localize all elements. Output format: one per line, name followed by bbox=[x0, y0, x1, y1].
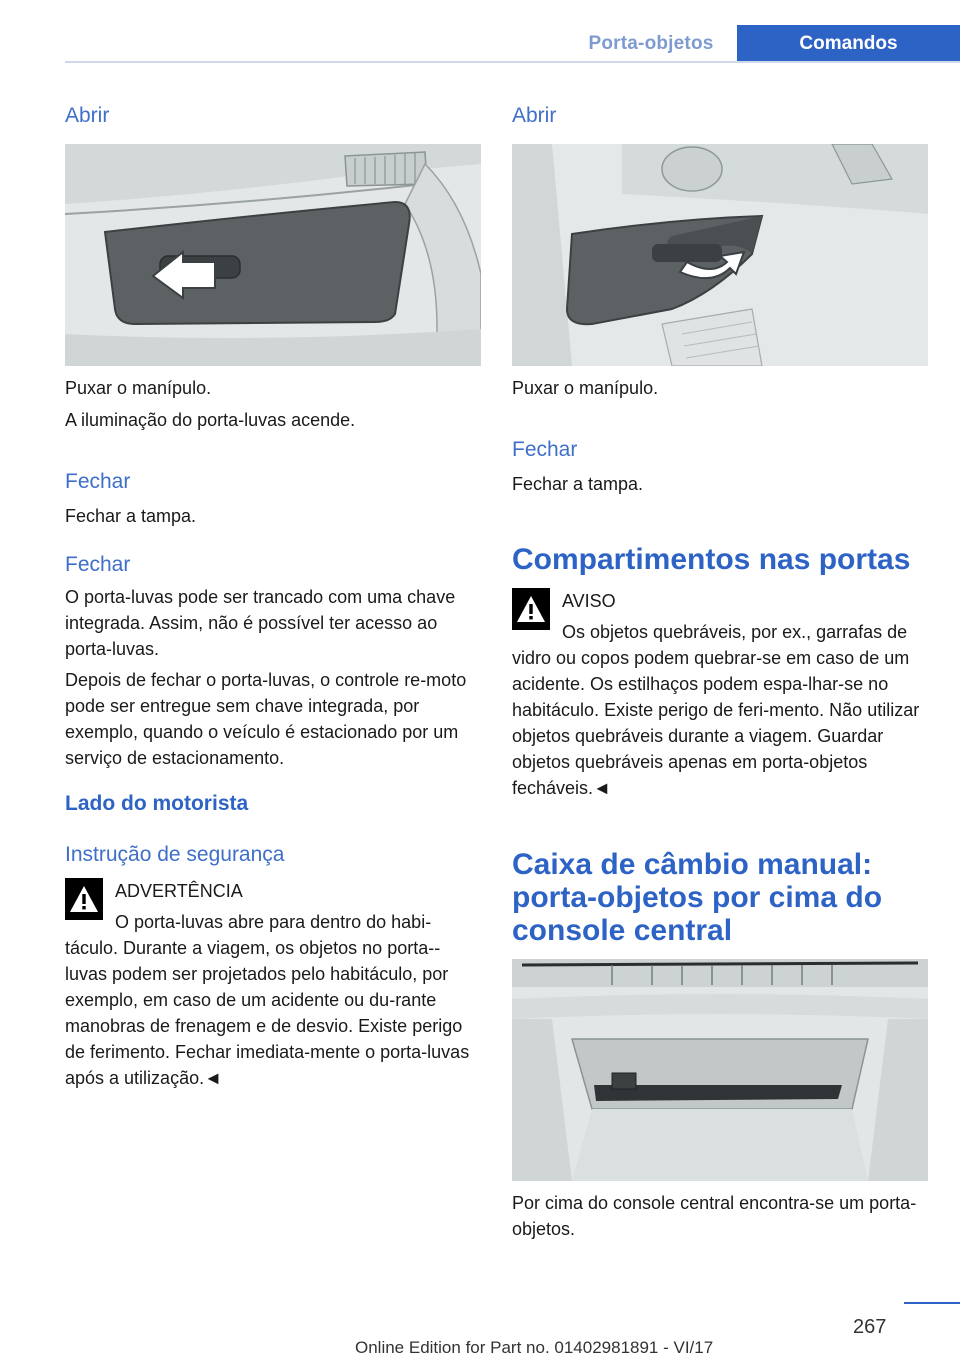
right-open-step-1: Puxar o manípulo. bbox=[512, 378, 659, 398]
left-open-step-2: A iluminação do porta-luvas acende. bbox=[65, 410, 356, 430]
heading-driver-side: Lado do motorista bbox=[65, 792, 249, 815]
left-open-step-1: Puxar o manípulo. bbox=[65, 378, 212, 398]
header-rule bbox=[65, 61, 960, 63]
heading-close-left: Fechar bbox=[65, 470, 131, 493]
heading-open-right: Abrir bbox=[512, 104, 557, 127]
lock-paragraph-1: O porta-luvas pode ser trancado com uma chave integrada. Assim, não é possível ter acesso ao porta-luvas. bbox=[65, 587, 456, 659]
heading-close-right: Fechar bbox=[512, 438, 578, 461]
right-close-text: Fechar a tampa. bbox=[512, 474, 644, 494]
page-number: 267 bbox=[853, 1316, 887, 1338]
heading-safety: Instrução de segurança bbox=[65, 843, 285, 866]
running-header-chapter: Comandos bbox=[737, 25, 960, 63]
heading-door-compartments: Compartimentos nas portas bbox=[512, 543, 911, 576]
notice-text: Os objetos quebráveis, por ex., garrafas de vidro ou copos podem quebrar-se em caso de um acidente. Os estilhaços podem espa-lhar-se no habitáculo. Existe perigo de feri-mento. Não utilizar objetos quebráveis durante a viagem. Guardar objetos quebráveis apenas em porta-objetos fecháveis.◄ bbox=[512, 622, 920, 798]
footer-rule bbox=[904, 1302, 960, 1304]
glovebox-illustration bbox=[65, 144, 481, 366]
heading-lock: Fechar bbox=[65, 553, 131, 576]
running-header-section: Porta-objetos bbox=[588, 33, 714, 54]
warning-label: ADVERTÊNCIA bbox=[115, 881, 243, 901]
edition-footer: Online Edition for Part no. 01402981891 - VI/17 bbox=[355, 1338, 714, 1357]
manual-gearbox-text: Por cima do console central encontra-se um porta-objetos. bbox=[512, 1193, 917, 1239]
heading-open-left: Abrir bbox=[65, 104, 110, 127]
warning-text: O porta-luvas abre para dentro do habi-táculo. Durante a viagem, os objetos no porta--luvas podem ser projetados pelo habitáculo, por exemplo, em caso de um acidente ou du-rante manobras de frenagem e de desvio. Existe perigo de ferimento. Fechar imediata-mente o porta-luvas após a utilização.◄ bbox=[65, 912, 470, 1088]
heading-manual-gearbox: Caixa de câmbio manual: porta-objetos por cima do console central bbox=[512, 848, 883, 947]
glovebox-open-figure bbox=[65, 144, 481, 366]
lock-paragraph-2: Depois de fechar o porta-luvas, o controle re-moto pode ser entregue sem chave integrada, por exemplo, quando o veículo é estacionado por um serviço de estacionamento. bbox=[65, 670, 467, 768]
notice-label: AVISO bbox=[562, 591, 616, 611]
compartment-open-figure bbox=[512, 144, 928, 366]
left-close-text: Fechar a tampa. bbox=[65, 506, 197, 526]
compartment-illustration bbox=[512, 144, 928, 366]
center-console-illustration bbox=[512, 959, 928, 1181]
center-console-figure bbox=[512, 959, 928, 1181]
